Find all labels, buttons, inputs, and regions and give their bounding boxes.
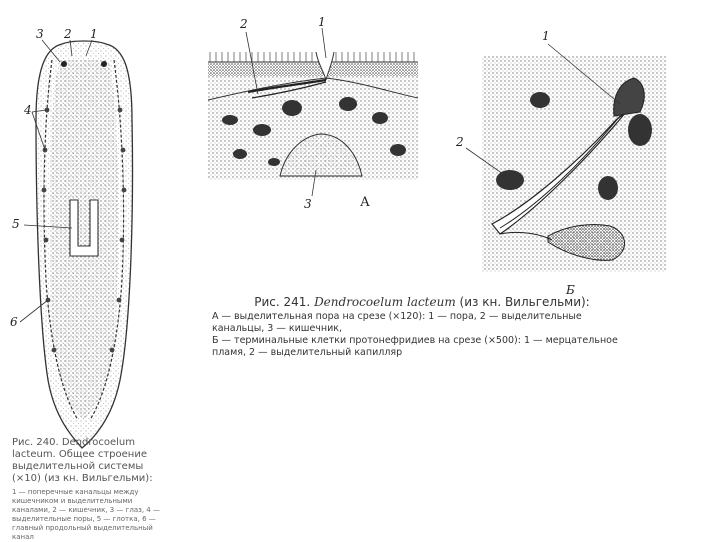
fig240-label-2: 2 <box>64 27 72 41</box>
figure-241-caption-species: Dendrocoelum lacteum <box>314 295 456 309</box>
figure-241-caption-suffix: (из кн. Вильгельми): <box>459 295 590 309</box>
fig241a-label-3: 3 <box>304 197 312 211</box>
fig241a-panel-letter: А <box>360 195 370 210</box>
fig240-label-5: 5 <box>12 217 20 231</box>
figure-240-caption-body: 1 — поперечные канальцы между кишечником и выделительными каналами, 2 — кишечник, 3 — глаз, 4 — выделительные поры, 5 — глотка, 6 — главный продольный выделительный канал <box>12 488 160 541</box>
figure-241-caption <box>212 294 632 359</box>
figure-241-caption-line-b: Б — терминальные клетки протонефридиев на срезе (×500): 1 — мерцательное пламя, 2 — выделительный капилляр <box>212 335 618 358</box>
fig241a-label-2: 2 <box>240 17 248 31</box>
fig241b-panel-letter: Б <box>566 283 575 297</box>
fig241b-label-1: 1 <box>542 29 550 43</box>
figure-241-caption-head <box>212 294 632 310</box>
fig240-label-4: 4 <box>24 103 32 117</box>
figure-241-caption-prefix: Рис. 241. <box>254 295 311 309</box>
fig241a-label-1: 1 <box>318 15 326 29</box>
fig240-label-6: 6 <box>10 315 18 329</box>
figure-240-caption <box>12 437 162 542</box>
fig241b-label-2: 2 <box>456 135 464 149</box>
fig240-label-3: 3 <box>36 27 44 41</box>
figure-240-caption-title: Рис. 240. Dendrocoelum lacteum. Общее строение выделительной системы (×10) (из кн. Вильгельми): <box>12 437 153 484</box>
figure-241-caption-line-a: А — выделительная пора на срезе (×120): 1 — пора, 2 — выделительные канальцы, 3 — кишечник, <box>212 311 582 334</box>
fig240-label-1: 1 <box>90 27 98 41</box>
